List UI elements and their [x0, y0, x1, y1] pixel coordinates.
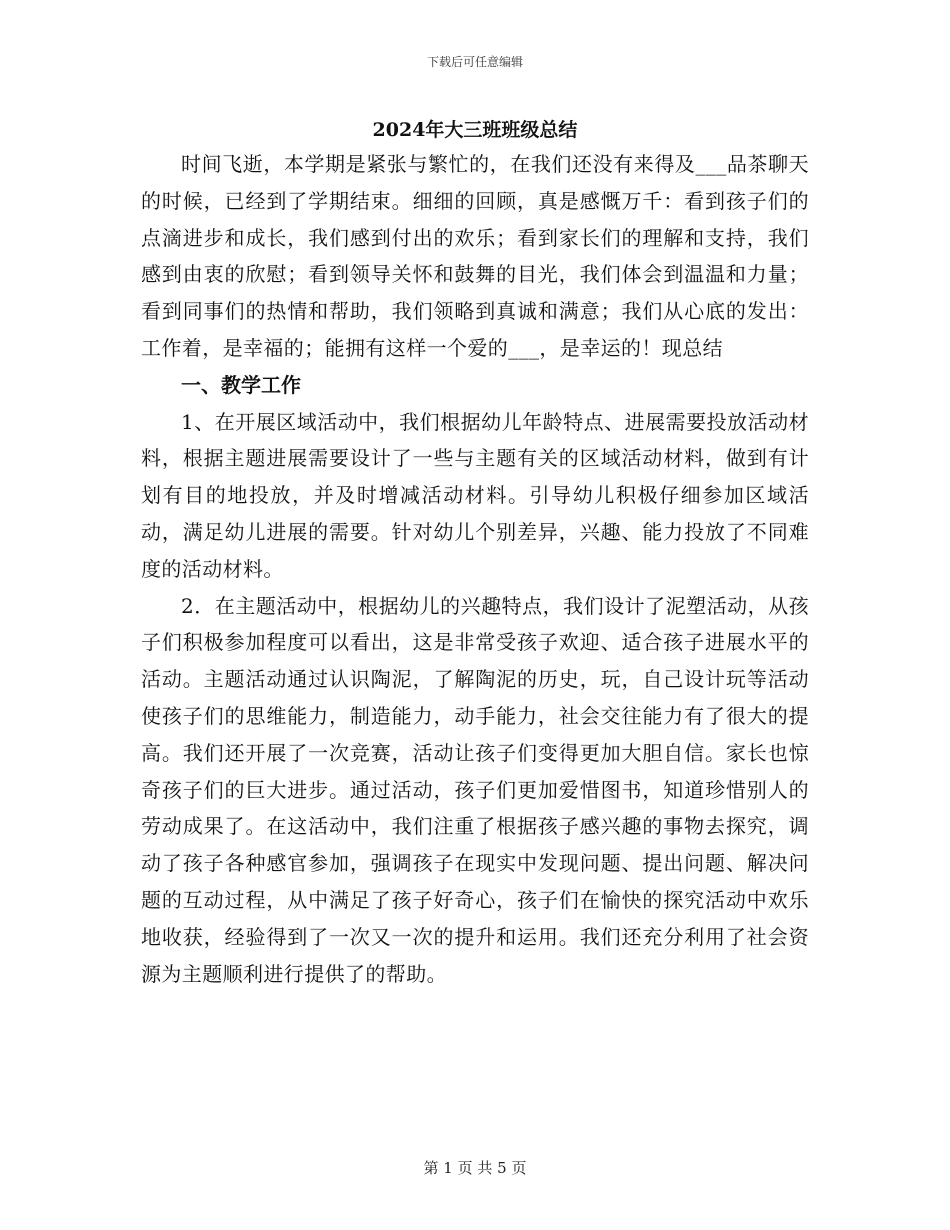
- header-note: 下载后可任意编辑: [426, 55, 523, 69]
- document-body: [141, 146, 809, 992]
- document-title: 2024年大三班班级总结: [372, 119, 578, 141]
- section-heading-teaching: 一、教学工作: [181, 372, 301, 397]
- intro-paragraph: 时间飞逝，本学期是紧张与繁忙的，在我们还没有来得及___品茶聊天的时候，已经到了学期结束。细细的回顾，真是感慨万千：看到孩子们的点滴进步和成长，我们感到付出的欢乐；看到家长们的理解和支持，我们感到由衷的欣慰；看到领导关怀和鼓舞的目光，我们体会到温温和力量；看到同事们的热情和帮助，我们领略到真诚和满意；我们从心底的发出：工作着，是幸福的；能拥有这样一个爱的___，是幸运的！现总结: [141, 152, 809, 360]
- paragraph-regional-activities: 1、在开展区域活动中，我们根据幼儿年龄特点、进展需要投放活动材料，根据主题进展需要设计了一些与主题有关的区域活动材料，做到有计划有目的地投放，并及时增减活动材料。引导幼儿积极仔细参加区域活动，满足幼儿进展的需要。针对幼儿个别差异，兴趣、能力投放了不同难度的活动材料。: [141, 409, 809, 581]
- page-number: 第 1 页 共 5 页: [423, 1159, 527, 1177]
- paragraph-theme-activities: 2．在主题活动中，根据幼儿的兴趣特点，我们设计了泥塑活动，从孩子们积极参加程度可以看出，这是非常受孩子欢迎、适合孩子进展水平的活动。主题活动通过认识陶泥，了解陶泥的历史，玩，自己设计玩等活动使孩子们的思维能力，制造能力，动手能力，社会交往能力有了很大的提高。我们还开展了一次竞赛，活动让孩子们变得更加大胆自信。家长也惊奇孩子们的巨大进步。通过活动，孩子们更加爱惜图书，知道珍惜别人的劳动成果了。在这活动中，我们注重了根据孩子感兴趣的事物去探究，调动了孩子各种感官参加，强调孩子在现实中发现问题、提出问题、解决问题的互动过程，从中满足了孩子好奇心，孩子们在愉快的探究活动中欢乐地收获，经验得到了一次又一次的提升和运用。我们还充分利用了社会资源为主题顺利进行提供了的帮助。: [141, 593, 809, 986]
